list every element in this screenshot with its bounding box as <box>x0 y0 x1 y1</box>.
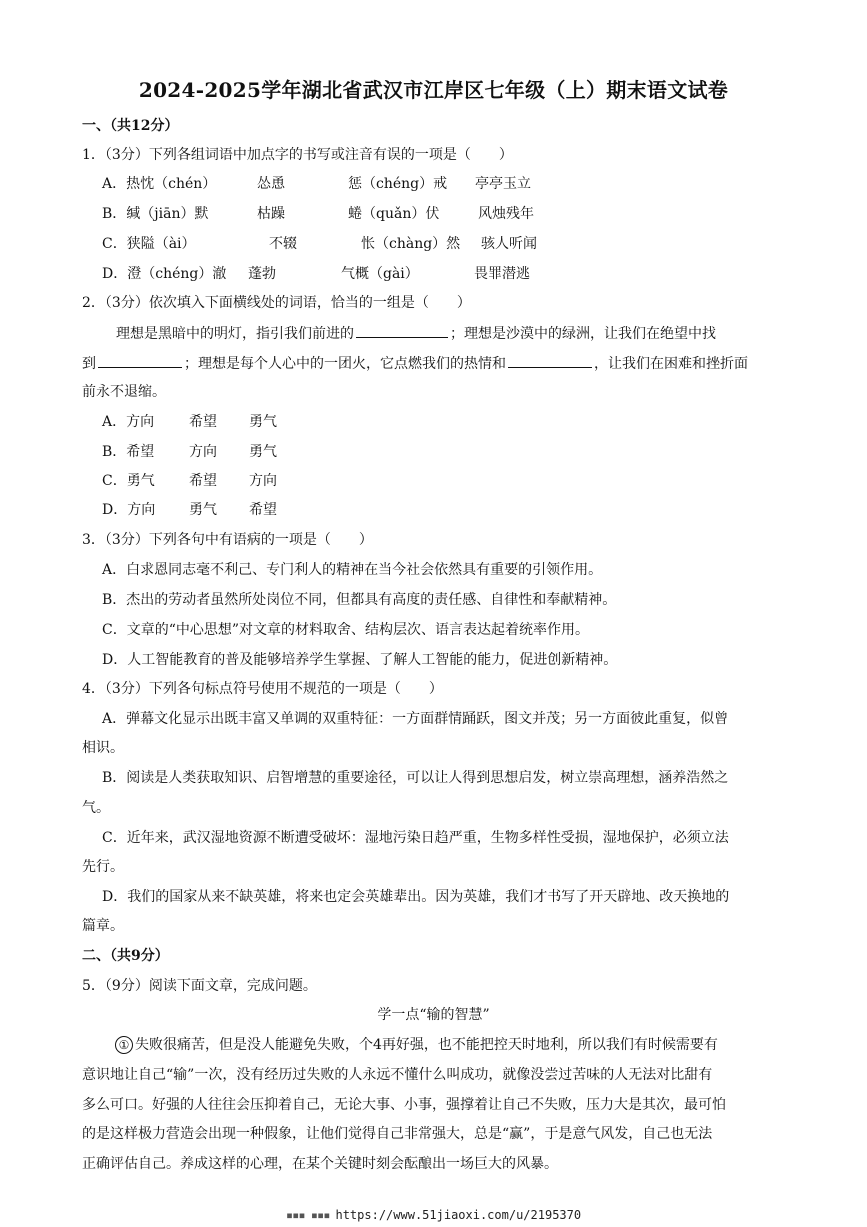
q2-blank-3 <box>508 353 592 368</box>
q2-text-2a: 到 <box>82 356 96 372</box>
article-line-5: 正确评估自己。养成这样的心理，在某个关键时刻会酝酿出一场巨大的风暴。 <box>82 1156 558 1172</box>
q4-option-c-line-2: 先行。 <box>82 859 124 875</box>
q2-option-b-col3: 勇气 <box>249 444 277 460</box>
question-2-stem: 2．（3分）依次填入下面横线处的词语，恰当的一组是（ ） <box>82 295 471 311</box>
page-footer <box>0 1208 867 1222</box>
q4-option-d-line-2: 篇章。 <box>82 918 124 934</box>
article-line-1-text: 失败很痛苦，但是没人能避免失败，个4再好强，也不能把控天时地利，所以我们有时候需要有 <box>135 1037 718 1053</box>
footer-url[interactable]: https://www.51jiaoxi.com/u/2195370 <box>335 1208 582 1222</box>
q2-passage-line-3: 前永不退缩。 <box>82 384 166 400</box>
question-1-stem: 1．（3分）下列各组词语中加点字的书写或注音有误的一项是（ ） <box>82 147 513 163</box>
q3-option-d: D．人工智能教育的普及能够培养学生掌握、了解人工智能的能力，促进创新精神。 <box>102 652 618 668</box>
article-line-2: 意识地让自己“输”一次，没有经历过失败的人永远不懂什么叫成功，就像没尝过苦味的人无法对比甜有 <box>82 1067 713 1083</box>
section-heading-2: 二、（共9分） <box>82 948 169 964</box>
q1-option-d-col4: 畏罪潜逃 <box>474 266 530 282</box>
q4-option-c-line-1: C．近年来，武汉湿地资源不断遭受破坏：湿地污染日趋严重，生物多样性受损，湿地保护，必须立法 <box>102 830 729 846</box>
q1-option-a-col4: 亭亭玉立 <box>475 176 531 192</box>
q1-option-c-col3: 怅（chàng）然 <box>361 236 461 252</box>
q1-option-b-col4: 风烛残年 <box>478 206 534 222</box>
paragraph-number: ① <box>115 1036 133 1054</box>
q4-option-a-line-2: 相识。 <box>82 740 124 756</box>
q2-option-c-col2: 希望 <box>189 473 217 489</box>
q1-option-a-col3: 惩（chéng）戒 <box>348 176 448 192</box>
q2-blank-1 <box>356 323 448 338</box>
q1-option-c-col2: 不辍 <box>269 236 297 252</box>
q4-option-d-line-1: D．我们的国家从来不缺英雄，将来也定会英雄辈出。因为英雄，我们才书写了开天辟地、改天换地的 <box>102 889 730 905</box>
section-heading-1: 一、（共12分） <box>82 118 179 134</box>
q1-option-a-col2: 怂恿 <box>257 176 285 192</box>
question-5-stem: 5．（9分）阅读下面文章，完成问题。 <box>82 978 317 994</box>
article-line-3: 多么可口。好强的人往往会压抑着自己，无论大事、小事，强撑着让自己不失败，压力大是其次，最可怕 <box>82 1097 726 1113</box>
q1-option-d-col2: 蓬勃 <box>248 266 276 282</box>
q2-blank-2 <box>98 353 182 368</box>
question-4-stem: 4．（3分）下列各句标点符号使用不规范的一项是（ ） <box>82 681 443 697</box>
q4-option-b-line-1: B．阅读是人类获取知识、启智增慧的重要途径，可以让人得到思想启发，树立崇高理想，涵养浩然之 <box>102 770 729 786</box>
q1-option-b-col2: 枯躁 <box>257 206 285 222</box>
q2-text-2b: ；理想是每个人心中的一团火，它点燃我们的热情和 <box>184 356 506 372</box>
q3-option-b: B．杰出的劳动者虽然所处岗位不同，但都具有高度的责任感、自律性和奉献精神。 <box>102 592 617 608</box>
q2-option-c-col3: 方向 <box>249 473 277 489</box>
q2-passage-line-2 <box>82 353 748 374</box>
q1-option-c-col1: C．狭隘（ài） <box>102 236 196 252</box>
q2-option-d-col2: 勇气 <box>189 502 217 518</box>
article-line-4: 的是这样极力营造会出现一种假象，让他们觉得自己非常强大，总是“赢”，于是意气风发，自己也无法 <box>82 1126 713 1142</box>
q2-option-a-col3: 勇气 <box>249 414 277 430</box>
q4-option-b-line-2: 气。 <box>82 800 110 816</box>
q2-passage-line-1 <box>116 323 716 344</box>
article-line-1 <box>115 1035 718 1055</box>
q2-text-1a: 理想是黑暗中的明灯，指引我们前进的 <box>116 326 354 342</box>
q1-option-c-col4: 骇人听闻 <box>481 236 537 252</box>
q1-option-a-col1: A．热忱（chén） <box>102 176 217 192</box>
q2-option-b-col2: 方向 <box>189 444 217 460</box>
footer-watermark-dots: ▪▪▪ ▪▪▪ <box>285 1208 330 1222</box>
q2-option-a-col2: 希望 <box>189 414 217 430</box>
q2-option-b-col1: B．希望 <box>102 444 155 460</box>
q2-option-d-col1: D．方向 <box>102 502 156 518</box>
q2-text-2c: ，让我们在困难和挫折面 <box>594 356 748 372</box>
q1-option-d-col1: D．澄（chéng）澈 <box>102 266 227 282</box>
q1-option-d-col3: 气概（gài） <box>341 266 419 282</box>
question-3-stem: 3．（3分）下列各句中有语病的一项是（ ） <box>82 532 373 548</box>
q2-option-c-col1: C．勇气 <box>102 473 155 489</box>
q1-option-b-col3: 蜷（quǎn）伏 <box>348 206 440 222</box>
q2-option-d-col3: 希望 <box>249 502 277 518</box>
q3-option-a: A．白求恩同志毫不利己、专门利人的精神在当今社会依然具有重要的引领作用。 <box>102 562 603 578</box>
q3-option-c: C．文章的“中心思想”对文章的材料取舍、结构层次、语言表达起着统率作用。 <box>102 622 590 638</box>
article-title: 学一点“输的智慧” <box>377 1007 490 1023</box>
q4-option-a-line-1: A．弹幕文化显示出既丰富又单调的双重特征：一方面群情踊跃，图文并茂；另一方面彼此重复，似曾 <box>102 711 729 727</box>
q1-option-b-col1: B．缄（jiān）默 <box>102 206 209 222</box>
q2-text-1b: ；理想是沙漠中的绿洲，让我们在绝望中找 <box>450 326 716 342</box>
q2-option-a-col1: A．方向 <box>102 414 155 430</box>
page-title: 2024-2025学年湖北省武汉市江岸区七年级（上）期末语文试卷 <box>138 78 729 102</box>
